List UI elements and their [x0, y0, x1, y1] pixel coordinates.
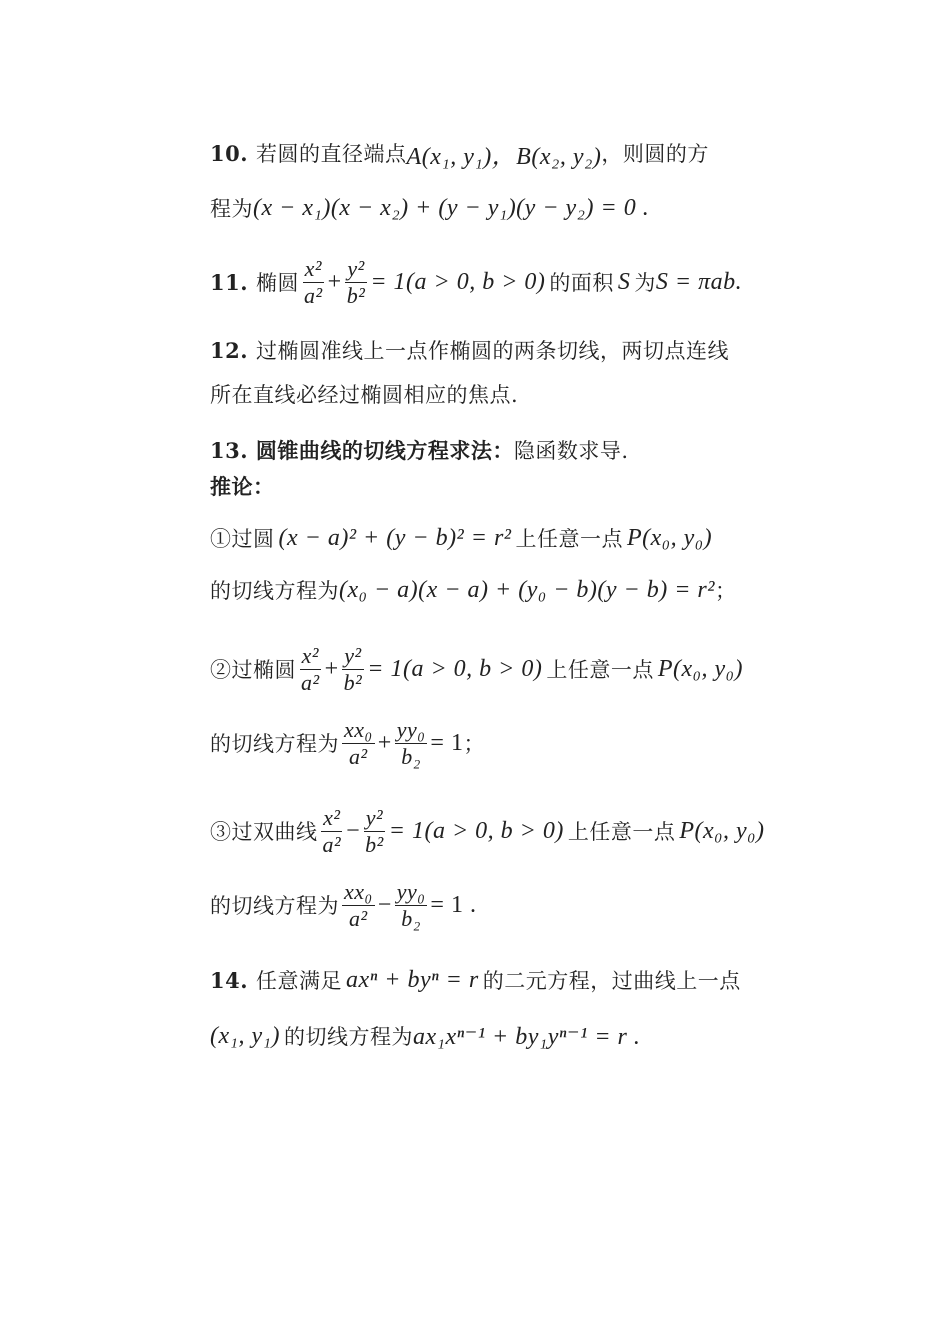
corollary-3-line-1 [210, 800, 770, 862]
fraction-numerator: y² [347, 256, 365, 282]
corollary-1-mid: 上任意一点 [515, 527, 623, 551]
item-11-fraction-y [345, 257, 368, 306]
plus-sign: + [377, 729, 392, 756]
corollary-1-text: ①过圆 [210, 527, 275, 551]
corollary-2-condition: = 1(a > 0, b > 0) [367, 655, 543, 682]
item-14-point: (x₁, y₁) [210, 1022, 280, 1049]
corollary-3-line-2 [210, 874, 770, 936]
plus-sign: + [324, 655, 339, 682]
fraction-denominator: a² [301, 669, 320, 695]
corollary-2-tangent-fraction-y [395, 718, 428, 767]
corollary-1-text-2: 的切线方程为 [210, 579, 339, 603]
fraction-numerator: x² [301, 643, 319, 669]
corollary-3-equals: = 1 . [430, 891, 477, 918]
item-11-text-1: 椭圆 [256, 271, 300, 295]
item-11-text-3: 为 [634, 271, 656, 295]
minus-sign: − [377, 891, 392, 918]
item-10-line-1 [210, 125, 770, 181]
corollary-2-text: ②过椭圆 [210, 658, 296, 682]
fraction-numerator: xx₀ [344, 879, 373, 905]
corollary-2-line-2 [210, 712, 770, 774]
fraction-numerator: yy₀ [396, 717, 426, 743]
item-12-line-2 [210, 366, 770, 422]
fraction-denominator: a² [322, 831, 342, 857]
fraction-denominator: b² [346, 282, 366, 308]
item-12-text-1: 过椭圆准线上一点作椭圆的两条切线，两切点连线 [256, 339, 730, 363]
item-14-line-1 [210, 952, 770, 1008]
corollary-1-point: P(x₀, y₀) [626, 524, 713, 551]
fraction-numerator: x² [323, 805, 341, 831]
fraction-denominator: a² [349, 743, 368, 769]
corollary-3-condition: = 1(a > 0, b > 0) [388, 817, 564, 844]
item-13-heading-tail: 隐函数求导. [513, 439, 629, 463]
corollary-1-circle: (x − a)² + (y − b)² = r² [278, 524, 512, 551]
fraction-denominator: b₂ [401, 743, 421, 769]
corollary-2-end: ； [463, 732, 485, 756]
corollary-1-line-1 [210, 510, 770, 566]
item-11-result: S = πab. [655, 268, 743, 295]
item-10-number: 10. [210, 140, 249, 166]
item-11-condition: = 1(a > 0, b > 0) [370, 268, 546, 295]
item-14-line-2 [210, 1008, 770, 1064]
corollary-3-mid: 上任意一点 [567, 820, 676, 844]
item-10-equation: (x − x₁)(x − x₂) + (y − y₁)(y − y₂) = 0 . [253, 194, 650, 221]
corollary-2-fraction-x [299, 644, 322, 693]
corollary-3-point: P(x₀, y₀) [679, 817, 765, 844]
corollary-3-fraction-y [363, 806, 386, 855]
item-13-inference-line [210, 458, 770, 514]
item-14-text-2: 的切线方程为 [283, 1025, 413, 1049]
item-10-line-2 [210, 180, 770, 236]
corollary-1-tangent: (x₀ − a)(x − a) + (y₀ − b)(y − b) = r² [339, 576, 715, 603]
fraction-numerator: x² [304, 256, 323, 282]
item-14-number: 14. [210, 967, 249, 993]
item-11-line [210, 252, 770, 312]
fraction-denominator: b² [343, 669, 363, 695]
item-11-fraction-x [302, 257, 325, 306]
corollary-3-text-2: 的切线方程为 [210, 894, 339, 918]
item-14-equation: axⁿ + byⁿ = r [346, 966, 479, 993]
item-10-text: 若圆的直径端点 [256, 142, 407, 166]
corollary-3-fraction-x [321, 806, 344, 855]
item-10-tail: ，则圆的方 [601, 142, 709, 166]
corollary-2-tangent-fraction-x [342, 718, 375, 767]
corollary-2-fraction-y [342, 644, 365, 693]
fraction-numerator: xx₀ [344, 717, 373, 743]
corollary-3-tangent-fraction-y [395, 880, 428, 929]
item-11-text-2: 的面积 [549, 271, 614, 295]
item-14-tangent: ax₁xⁿ⁻¹ + by₁yⁿ⁻¹ = r . [412, 1023, 641, 1050]
corollary-2-text-2: 的切线方程为 [210, 732, 339, 756]
corollary-1-end: ； [714, 579, 737, 603]
corollary-2-mid: 上任意一点 [546, 658, 654, 682]
fraction-denominator: a² [304, 282, 323, 308]
fraction-numerator: yy₀ [396, 879, 426, 905]
fraction-numerator: y² [365, 805, 384, 831]
item-11-number: 11. [210, 269, 249, 295]
corollary-1-line-2 [210, 562, 770, 618]
item-13-inference-label: 推论： [210, 474, 275, 499]
plus-sign: + [327, 268, 342, 295]
item-11-s: S [617, 268, 631, 295]
item-14-text: 任意满足 [256, 969, 343, 993]
fraction-denominator: b₂ [401, 905, 421, 931]
fraction-numerator: y² [344, 643, 362, 669]
fraction-denominator: b² [365, 831, 384, 857]
corollary-2-equals: = 1 [430, 729, 464, 756]
corollary-2-line-1 [210, 638, 770, 700]
corollary-3-tangent-fraction-x [342, 880, 375, 929]
corollary-3-text: ③过双曲线 [210, 820, 318, 844]
fraction-denominator: a² [349, 905, 368, 931]
corollary-2-point: P(x₀, y₀) [657, 655, 743, 682]
item-10-endpoints: A(x₁, y₁)，B(x₂, y₂) [406, 143, 602, 170]
item-14-tail: 的二元方程，过曲线上一点 [482, 969, 741, 993]
minus-sign: − [346, 817, 361, 844]
item-10-text-2: 程为 [210, 197, 253, 221]
item-12-text-2: 所在直线必经过椭圆相应的焦点. [210, 383, 519, 407]
item-13-heading: 13. 圆锥曲线的切线方程求法： [210, 438, 514, 463]
item-12-number: 12. [210, 337, 249, 363]
